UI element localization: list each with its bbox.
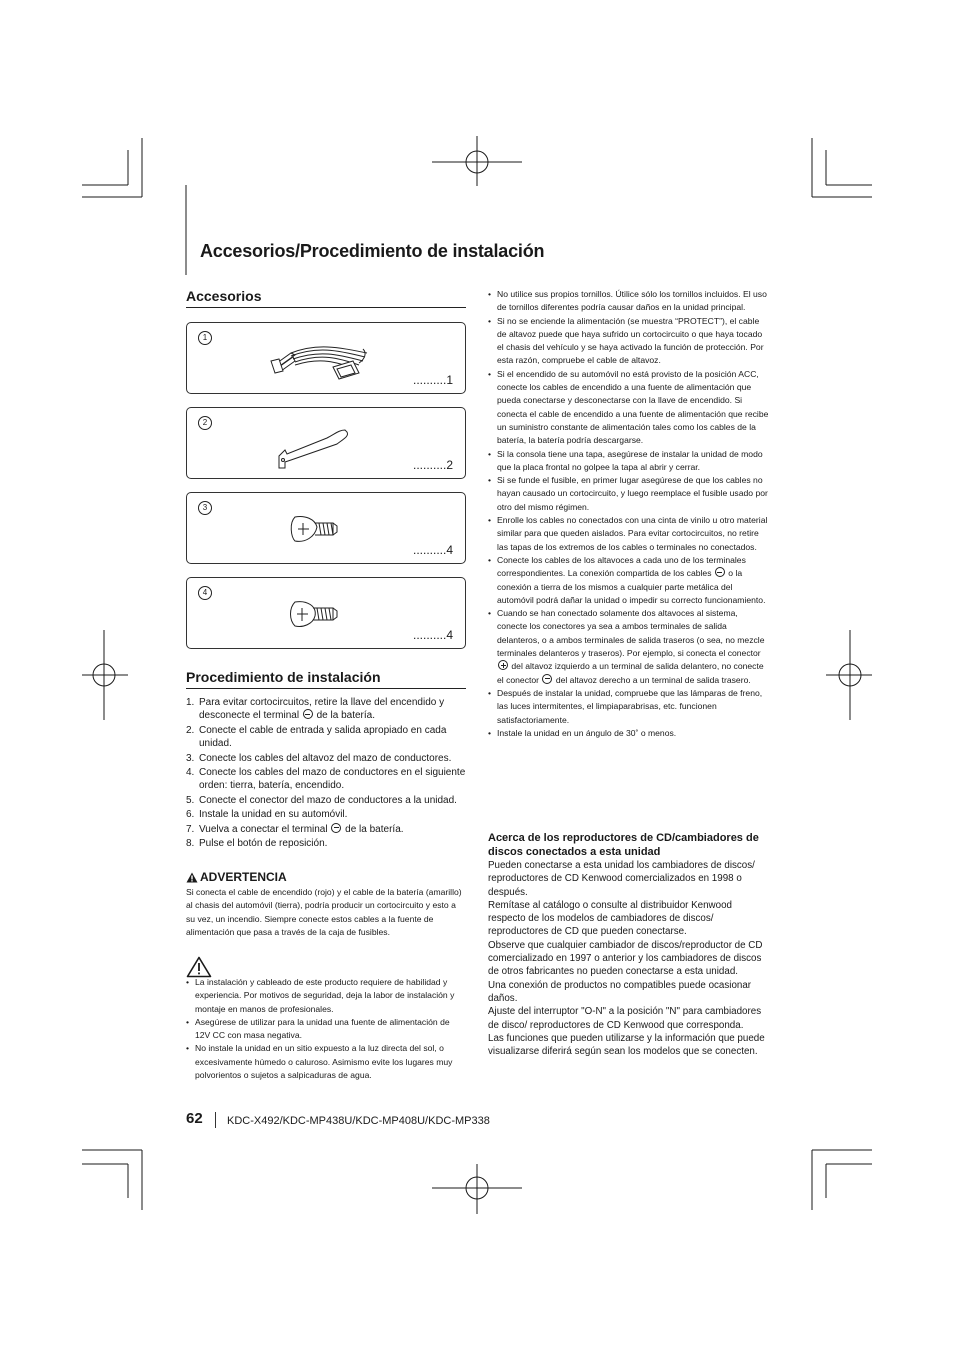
paragraph: Observe que cualquier cambiador de discos/reproductor de CD comercializado en 1997 o anterior y los cambiadores de discos de otros fabricantes no pueden conectarse a esta unidad. bbox=[488, 939, 763, 978]
bullet: • bbox=[186, 1016, 190, 1027]
step-number: 5. bbox=[186, 794, 195, 806]
procedure-heading: Procedimiento de instalación bbox=[186, 669, 466, 689]
note-text: No utilice sus propios tornillos. Útilice sólo los tornillos incluidos. El uso de tornillos diferentes podría causar daños en la unidad principal. bbox=[497, 289, 767, 313]
accessory-item-4 bbox=[186, 577, 466, 649]
bullet: • bbox=[186, 977, 190, 987]
step-text: Conecte los cables del mazo de conductores en el siguiente orden: tierra, batería, encendido. bbox=[199, 767, 466, 792]
note-text: del altavoz izquierdo a un terminal de salida delantero, no conecte el conector bbox=[497, 661, 764, 685]
note-text: Cuando se han conectado solamente dos altavoces al sistema, conecte los conectores ya sea a ambos terminales de salida delanteros, o a ambos terminales de salida traseros (o sea, no mezcle terminales delanteros y traseros). Por ejemplo, si conecta el conector bbox=[497, 608, 765, 659]
accessory-item-3 bbox=[186, 492, 466, 564]
list-item bbox=[186, 724, 468, 751]
note-text: o la conexión a tierra de los mismos a cualquier parte metálica del automóvil podrá dañar la unidad o impedir su correcto funcionamiento. bbox=[497, 568, 766, 605]
item-number: 1 bbox=[198, 331, 212, 345]
caution-text: No instale la unidad en un sitio expuesto a la luz directa del sol, o excesivamente húmedo o caluroso. Asimismo evite los lugares muy polvorientos o sujetos a salpicaduras de agua. bbox=[195, 1043, 453, 1081]
list-item bbox=[186, 976, 466, 1016]
step-number: 6. bbox=[186, 809, 195, 821]
list-item bbox=[488, 315, 770, 368]
list-item bbox=[488, 554, 770, 607]
item-quantity: ..........4 bbox=[412, 543, 453, 557]
note-text: Enrolle los cables no conectados con una cinta de vinilo u otro material similar para que queden aislados. Para evitar cortocircuitos, no retire las tapas de los extremos de los cables o terminales no conectados. bbox=[497, 515, 768, 552]
item-number: 2 bbox=[198, 416, 212, 430]
footer-divider bbox=[215, 1112, 216, 1128]
list-item bbox=[186, 1042, 466, 1082]
paragraph: Remítase al catálogo o consulte al distribuidor Kenwood respecto de los modelos de cambiadores de discos/ reproductores de CD que pueden conectarse. bbox=[488, 899, 732, 938]
cd-section-heading: Acerca de los reproductores de CD/cambiadores de discos conectados a esta unidad bbox=[488, 832, 759, 858]
step-text: Para evitar cortocircuitos, retire la llave del encendido y desconecte el terminal bbox=[199, 697, 445, 722]
note-text: Después de instalar la unidad, compruebe que las lámparas de freno, las luces intermitentes, el limpiaparabrisas, etc. funcionen satisfactoriamente. bbox=[497, 687, 763, 725]
list-item bbox=[488, 687, 770, 727]
step-text: Vuelva a conectar el terminal bbox=[199, 823, 328, 835]
list-item bbox=[186, 823, 468, 836]
bullet: • bbox=[488, 727, 492, 738]
page-number: 62 bbox=[186, 1110, 203, 1127]
bullet: • bbox=[488, 475, 492, 486]
bullet: • bbox=[488, 315, 492, 326]
list-item bbox=[186, 837, 468, 850]
accessory-item-2 bbox=[186, 407, 466, 479]
step-text: Conecte los cables del altavoz del mazo de conductores. bbox=[199, 752, 452, 764]
list-item bbox=[186, 696, 468, 723]
list-item bbox=[488, 474, 770, 514]
warning-text: Si conecta el cable de encendido (rojo) y el cable de la batería (amarillo) al chasis del automóvil (tierra), podría producir un cortocircuito y esto a su vez, un incendio. Siempre conecte estos cables a la fuente de alimentación que pasa a través de la caja de fusibles. bbox=[186, 887, 462, 937]
step-text: Pulse el botón de reposición. bbox=[199, 838, 328, 850]
bullet: • bbox=[488, 687, 492, 698]
paragraph: Ajuste del interruptor "O-N" a la posición "N" para cambiadores de disco/ reproductores de CD Kenwood que corresponda. bbox=[488, 1006, 762, 1031]
item-number: 4 bbox=[198, 586, 212, 600]
procedure-steps bbox=[186, 696, 468, 852]
negative-terminal-icon bbox=[331, 823, 341, 833]
step-number: 3. bbox=[186, 752, 195, 764]
page-title: Accesorios/Procedimiento de instalación bbox=[200, 241, 545, 261]
list-item bbox=[488, 727, 770, 740]
paragraph: Una conexión de productos no compatibles puede ocasionar daños. bbox=[488, 979, 752, 1004]
negative-terminal-icon bbox=[303, 709, 313, 719]
bullet: • bbox=[186, 1043, 190, 1054]
step-text: Instale la unidad en su automóvil. bbox=[199, 809, 348, 821]
list-item bbox=[186, 1016, 466, 1043]
note-text: Si el encendido de su automóvil no está provisto de la posición ACC, conecte los cables de encendido a una fuente de alimentación que pueda conectarse y desconectarse con la llave de encendido. Si conecta el cable de encendido a una fuente de alimentación que recibe un suministro constante de alimentación tales como los cables de la batería, la batería podría descargarse. bbox=[497, 368, 769, 446]
bullet: • bbox=[488, 554, 492, 565]
note-text: Si la consola tiene una tapa, asegúrese de instalar la unidad de modo que la placa frontal no golpee la tapa al abrir y cerrar. bbox=[497, 448, 763, 472]
list-item bbox=[488, 607, 770, 687]
warning-title-text: ADVERTENCIA bbox=[200, 870, 287, 884]
note-text: Si no se enciende la alimentación (se muestra “PROTECT”), el cable de altavoz puede que haya sufrido un cortocircuito o que haya tocado el chasis del vehículo y se haya activado la función de protección. Por esta razón, compruebe el cable de altavoz. bbox=[497, 315, 764, 366]
note-text: Instale la unidad en un ángulo de 30˚ o menos. bbox=[497, 727, 677, 738]
installation-notes bbox=[488, 288, 770, 740]
step-text: Conecte el cable de entrada y salida apropiado en cada unidad. bbox=[199, 724, 447, 750]
paragraph: Pueden conectarse a esta unidad los cambiadores de discos/ reproductores de CD Kenwood comercializados en 1998 o después. bbox=[488, 860, 755, 898]
step-text: de la batería. bbox=[345, 823, 404, 835]
list-item bbox=[186, 808, 468, 821]
model-numbers: KDC-X492/KDC-MP438U/KDC-MP408U/KDC-MP338 bbox=[227, 1115, 490, 1127]
caution-text: Asegúrese de utilizar para la unidad una fuente de alimentación de 12V CC con masa negativa. bbox=[195, 1016, 450, 1041]
note-text: del altavoz derecho a un terminal de salida trasero. bbox=[555, 674, 751, 685]
list-item bbox=[186, 752, 468, 765]
paragraph: Las funciones que pueden utilizarse y la información que puede visualizarse diferirá según sean los modelos que se conecten. bbox=[488, 1032, 765, 1058]
step-text: de la batería. bbox=[316, 710, 375, 722]
step-number: 7. bbox=[186, 823, 195, 835]
negative-terminal-icon bbox=[715, 567, 725, 577]
note-text: Si se funde el fusible, en primer lugar asegúrese de que los cables no hayan causado un cortocircuito, y luego reemplace el fusible usado por otro del mismo régimen. bbox=[497, 475, 768, 512]
bullet: • bbox=[488, 515, 492, 526]
caution-text: La instalación y cableado de este producto requiere de habilidad y experiencia. Por motivos de seguridad, deja la labor de instalación y montaje en manos de profesionales. bbox=[195, 977, 455, 1014]
step-number: 8. bbox=[186, 838, 195, 850]
bullet: • bbox=[488, 448, 492, 459]
list-item bbox=[488, 288, 770, 315]
step-number: 2. bbox=[186, 724, 195, 736]
item-quantity: ..........1 bbox=[412, 373, 453, 387]
list-item bbox=[488, 448, 770, 475]
warning-title bbox=[186, 870, 287, 884]
list-item bbox=[488, 514, 770, 554]
list-item bbox=[186, 794, 468, 807]
positive-terminal-icon bbox=[498, 660, 508, 670]
item-quantity: ..........4 bbox=[412, 628, 453, 642]
caution-triangle-icon bbox=[186, 956, 212, 978]
note-text: Conecte los cables de los altavoces a cada uno de los terminales correspondientes. La conexión compartida de los cables bbox=[497, 554, 746, 579]
accessories-heading: Accesorios bbox=[186, 288, 466, 308]
step-text: Conecte el conector del mazo de conductores a la unidad. bbox=[199, 794, 457, 806]
cd-section-body bbox=[488, 859, 768, 1058]
bullet: • bbox=[488, 608, 492, 619]
item-number: 3 bbox=[198, 501, 212, 515]
negative-terminal-icon bbox=[542, 674, 552, 684]
list-item bbox=[186, 766, 468, 793]
step-number: 4. bbox=[186, 767, 195, 779]
step-number: 1. bbox=[186, 697, 195, 708]
accessory-item-1 bbox=[186, 322, 466, 394]
warning-icon bbox=[186, 872, 198, 883]
list-item bbox=[488, 368, 770, 448]
caution-list bbox=[186, 976, 466, 1082]
item-quantity: ..........2 bbox=[412, 458, 453, 472]
bullet: • bbox=[488, 368, 492, 379]
bullet: • bbox=[488, 289, 492, 299]
